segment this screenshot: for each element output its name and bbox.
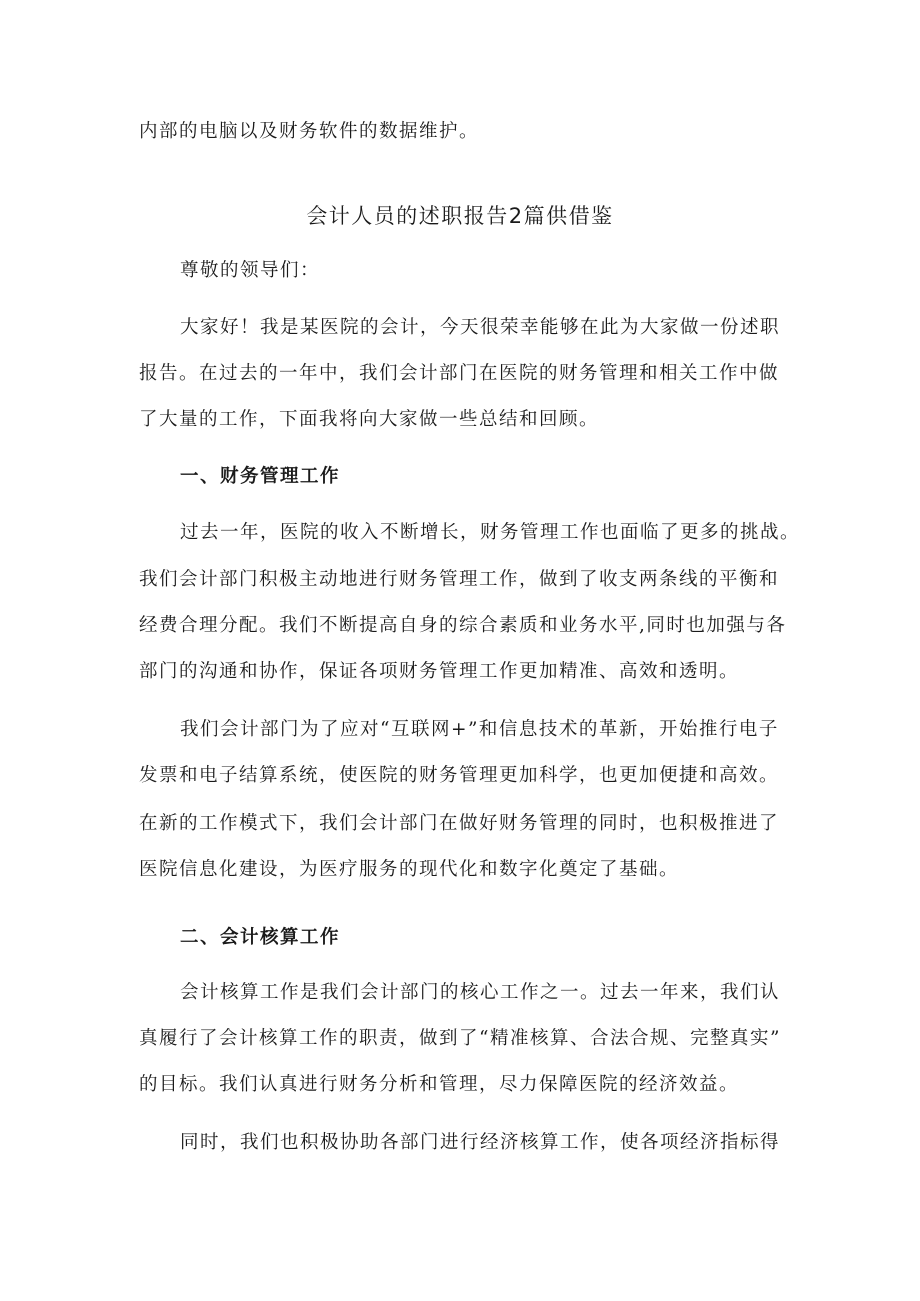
- salutation: 尊敬的领导们：: [180, 260, 321, 281]
- paragraph-2-line-3: 经费合理分配。我们不断提高自身的综合素质和业务水平,同时也加强与各: [139, 615, 787, 636]
- paragraph-4-line-3: 的目标。我们认真进行财务分析和管理，尽力保障医院的经济效益。: [139, 1074, 740, 1095]
- paragraph-2-line-1: 过去一年，医院的收入不断增长，财务管理工作也面临了更多的挑战。: [180, 522, 801, 543]
- paragraph-1-line-2: 报告。在过去的一年中，我们会计部门在医院的财务管理和相关工作中做: [139, 363, 780, 384]
- paragraph-3-line-1: 我们会计部门为了应对“互联网+”和信息技术的革新，开始推行电子: [180, 719, 779, 740]
- section-heading-2: 二、会计核算工作: [180, 927, 341, 948]
- paragraph-2-line-4: 部门的沟通和协作，保证各项财务管理工作更加精准、高效和透明。: [139, 661, 740, 682]
- paragraph-1-line-1: 大家好！我是某医院的会计，今天很荣幸能够在此为大家做一份述职: [180, 317, 781, 338]
- paragraph-2-line-2: 我们会计部门积极主动地进行财务管理工作，做到了收支两条线的平衡和: [139, 569, 780, 590]
- paragraph-3-line-4: 医院信息化建设，为医疗服务的现代化和数字化奠定了基础。: [139, 859, 680, 880]
- paragraph-4-line-1: 会计核算工作是我们会计部门的核心工作之一。过去一年来，我们认: [180, 982, 781, 1003]
- previous-paragraph-tail: 内部的电脑以及财务软件的数据维护。: [139, 121, 480, 142]
- paragraph-3-line-3: 在新的工作模式下，我们会计部门在做好财务管理的同时，也积极推进了: [139, 813, 780, 834]
- paragraph-4-line-2: 真履行了会计核算工作的职责，做到了“精准核算、合法合规、完整真实”: [139, 1028, 781, 1049]
- paragraph-5-line-1: 同时，我们也积极协助各部门进行经济核算工作，使各项经济指标得: [180, 1132, 781, 1153]
- paragraph-1-line-3: 了大量的工作，下面我将向大家做一些总结和回顾。: [139, 409, 600, 430]
- document-title: 会计人员的述职报告2篇供借鉴: [306, 204, 614, 228]
- section-heading-1: 一、财务管理工作: [180, 466, 341, 487]
- paragraph-3-line-2: 发票和电子结算系统，使医院的财务管理更加科学，也更加便捷和高效。: [139, 765, 780, 786]
